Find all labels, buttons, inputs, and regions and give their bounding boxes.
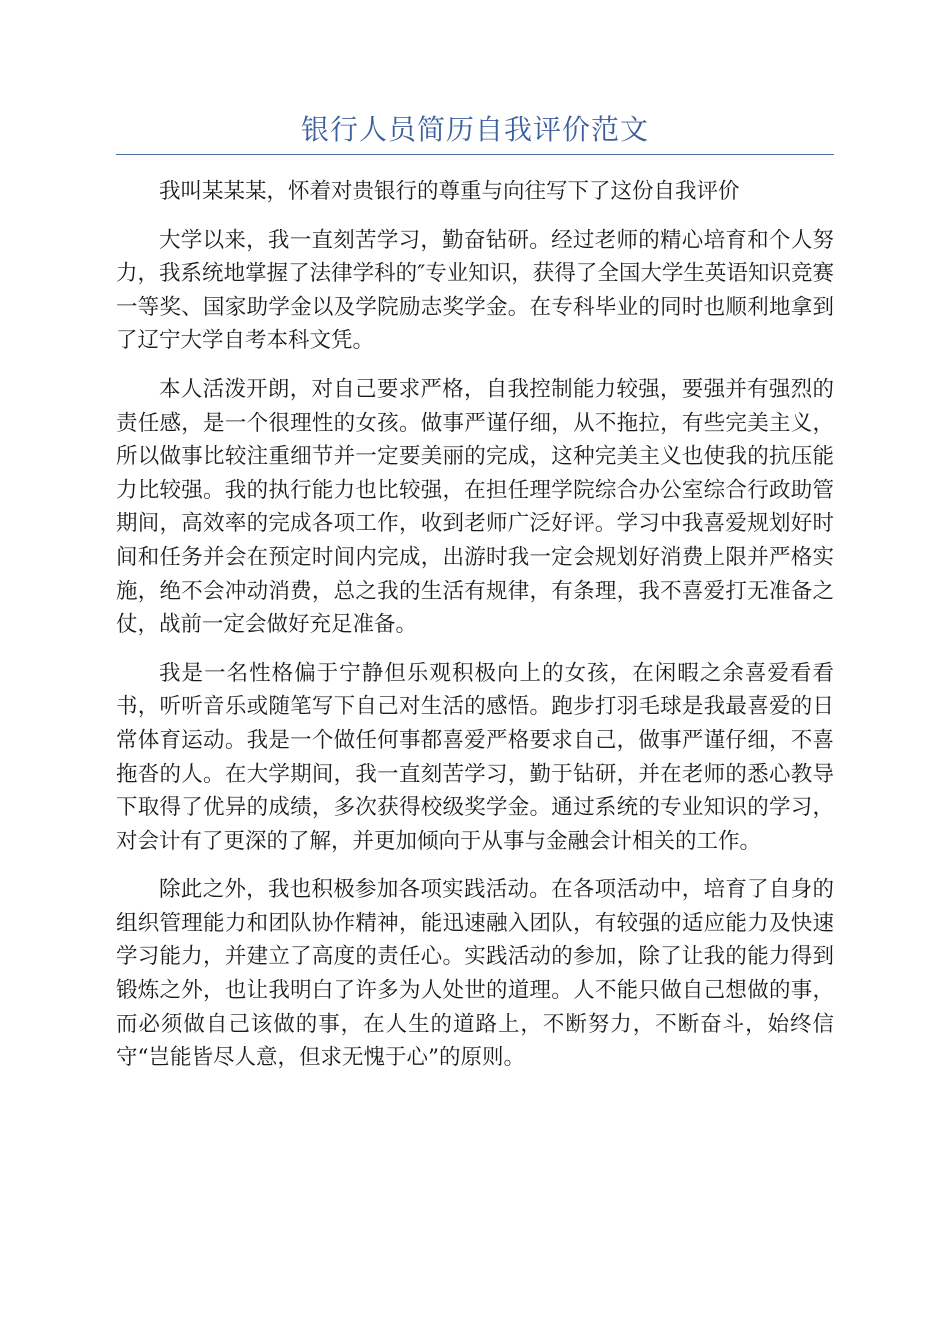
paragraph-hobbies: 我是一名性格偏于宁静但乐观积极向上的女孩，在闲暇之余喜爱看看书，听听音乐或随笔写下自己对生活的感悟。跑步打羽毛球是我最喜爱的日常体育运动。我是一个做任何事都喜爱严格要求自己，做事严谨仔细，不喜拖沓的人。在大学期间，我一直刻苦学习，勤于钻研，并在老师的悉心教导下取得了优异的成绩，多次获得校级奖学金。通过系统的专业知识的学习，对会计有了更深的了解，并更加倾向于从事与金融会计相关的工作。 — [116, 660, 834, 854]
document-page — [116, 108, 834, 1090]
paragraph-activities: 除此之外，我也积极参加各项实践活动。在各项活动中，培育了自身的组织管理能力和团队协作精神，能迅速融入团队，有较强的适应能力及快速学习能力，并建立了高度的责任心。实践活动的参加，除了让我的能力得到锻炼之外，也让我明白了许多为人处世的道理。人不能只做自己想做的事，而必须做自己该做的事，在人生的道路上，不断努力，不断奋斗，始终信守“岂能皆尽人意，但求无愧于心”的原则。 — [116, 877, 834, 1071]
paragraph-intro: 我叫某某某，怀着对贵银行的尊重与向往写下了这份自我评价 — [159, 179, 740, 204]
document-title: 银行人员简历自我评价范文 — [300, 113, 649, 146]
title-underline — [116, 154, 834, 155]
paragraph-education: 大学以来，我一直刻苦学习，勤奋钻研。经过老师的精心培育和个人努力，我系统地掌握了法律学科的″专业知识，获得了全国大学生英语知识竞赛一等奖、国家助学金以及学院励志奖学金。在专科毕业的同时也顺利地拿到了辽宁大学自考本科文凭。 — [116, 227, 834, 354]
paragraph-personality: 本人活泼开朗，对自己要求严格，自我控制能力较强，要强并有强烈的责任感，是一个很理性的女孩。做事严谨仔细，从不拖拉，有些完美主义，所以做事比较注重细节并一定要美丽的完成，这种完美主义也使我的抗压能力比较强。我的执行能力也比较强，在担任理学院综合办公室综合行政助管期间，高效率的完成各项工作，收到老师广泛好评。学习中我喜爱规划好时间和任务并会在预定时间内完成，出游时我一定会规划好消费上限并严格实施，绝不会冲动消费，总之我的生活有规律，有条理，我不喜爱打无准备之仗，战前一定会做好充足准备。 — [116, 376, 834, 638]
